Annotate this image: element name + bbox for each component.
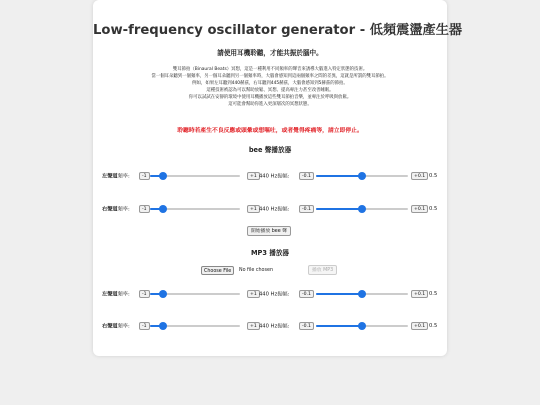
amp-plus-button[interactable]: +0.1 — [411, 172, 428, 180]
amp-slider[interactable] — [316, 290, 408, 298]
main-card — [93, 0, 463, 356]
amp-plus-button[interactable]: +0.1 — [411, 322, 428, 330]
channel-label: 左聲道頻率: — [102, 173, 130, 180]
amp-plus-button[interactable]: +0.1 — [411, 205, 428, 213]
channel-row — [102, 288, 442, 300]
channel-label: 右聲道頻率: — [102, 206, 130, 213]
frequency-readout: 440 Hz振幅: — [259, 291, 290, 298]
freq-slider[interactable] — [150, 172, 240, 180]
choose-file-button[interactable]: Choose File — [201, 266, 234, 275]
freq-plus-button[interactable]: +1 — [247, 205, 260, 213]
amplitude-readout: 0.5 — [429, 323, 438, 329]
play-mp3-button[interactable]: 播放 MP3 — [308, 265, 337, 275]
amp-slider[interactable] — [316, 205, 408, 213]
amplitude-readout: 0.5 — [429, 173, 438, 179]
description-line: 當一個耳朵聽到一個頻率，另一個耳朵聽到另一個頻率時，大腦會感知到這兩個頻率之間的差異，這就是所謂的雙耳節拍。 — [151, 74, 389, 79]
bee-player-title: bee 聲播放器 — [248, 146, 292, 154]
amp-minus-button[interactable]: -0.1 — [299, 290, 314, 298]
freq-slider[interactable] — [150, 290, 240, 298]
mp3-player-title: MP3 播放器 — [250, 249, 290, 257]
frequency-readout: 440 Hz振幅: — [259, 206, 290, 213]
page-subtitle: 請使用耳機聆聽，才能共振於腦中。 — [217, 49, 323, 57]
freq-plus-button[interactable]: +1 — [247, 322, 260, 330]
description-line: 你可以試試在安靜的環境中使用耳機播放這些雙耳節拍音樂，並專注於呼吸與放鬆。 — [188, 95, 352, 100]
amp-plus-button[interactable]: +0.1 — [411, 290, 428, 298]
play-bee-button[interactable]: 開始播放 bee 聲 — [247, 226, 291, 236]
freq-minus-button[interactable]: -1 — [139, 322, 150, 330]
freq-slider[interactable] — [150, 322, 240, 330]
amp-minus-button[interactable]: -0.1 — [299, 172, 314, 180]
channel-row — [102, 320, 442, 332]
channel-row — [102, 170, 442, 182]
description-line: 例如，如果左耳聽到440赫茲，右耳聽到445赫茲，大腦會感知到5赫茲的節拍。 — [192, 81, 348, 86]
amp-slider[interactable] — [316, 172, 408, 180]
page-title: Low-frequency oscillator generator - 低頻震盪產生器 — [93, 23, 463, 38]
amplitude-readout: 0.5 — [429, 206, 438, 212]
warning-text: 聆聽時若產生不良反應或頭暈或想嘔吐，或者覺得疼痛等，請立即停止。 — [177, 128, 363, 134]
freq-slider[interactable] — [150, 205, 240, 213]
frequency-readout: 440 Hz振幅: — [259, 173, 290, 180]
amplitude-readout: 0.5 — [429, 291, 438, 297]
description-line: 這種技術被認為可以幫助放鬆、冥想、提高專注力甚至改善睡眠。 — [206, 88, 334, 93]
file-status-text: No file chosen — [239, 268, 273, 273]
amp-minus-button[interactable]: -0.1 — [299, 322, 314, 330]
channel-row — [102, 203, 442, 215]
freq-plus-button[interactable]: +1 — [247, 172, 260, 180]
freq-minus-button[interactable]: -1 — [139, 290, 150, 298]
channel-label: 右聲道頻率: — [102, 323, 130, 330]
description-line: 這可能會幫助你進入更深層次的冥想狀態。 — [228, 102, 312, 107]
freq-plus-button[interactable]: +1 — [247, 290, 260, 298]
frequency-readout: 440 Hz振幅: — [259, 323, 290, 330]
freq-minus-button[interactable]: -1 — [139, 172, 150, 180]
description-line: 雙耳節拍（Binaural Beats）冥想，這是一種利用不同頻率的聲音來誘導大腦進入特定狀態的技術。 — [172, 67, 368, 72]
channel-label: 左聲道頻率: — [102, 291, 130, 298]
amp-slider[interactable] — [316, 322, 408, 330]
freq-minus-button[interactable]: -1 — [139, 205, 150, 213]
amp-minus-button[interactable]: -0.1 — [299, 205, 314, 213]
